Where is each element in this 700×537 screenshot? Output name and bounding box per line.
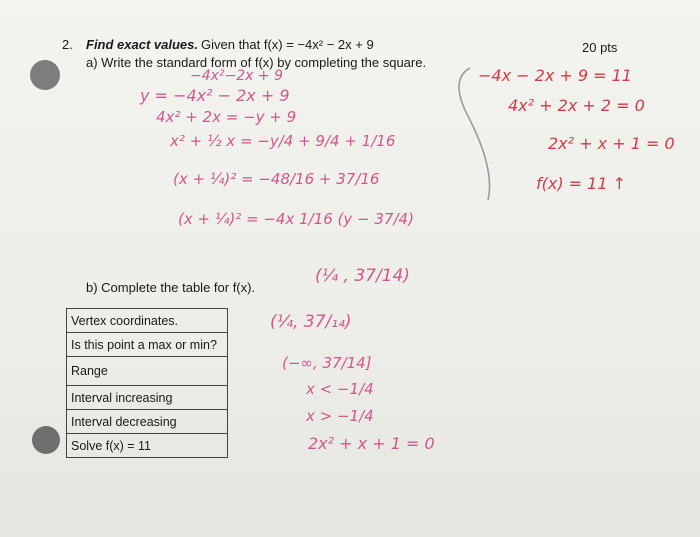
table-label: Solve f(x) = 11: [67, 434, 228, 458]
work-line-5: (x + ¼)² = −48/16 + 37/16: [173, 170, 380, 188]
table-row: [67, 333, 228, 357]
table-label: Vertex coordinates.: [67, 309, 228, 333]
work-line-6: (x + ¼)² = −4x 1/16 (y − 37/4): [178, 210, 414, 228]
table-label: Interval increasing: [67, 386, 228, 410]
hole-punch-top: [30, 60, 60, 90]
table-label: Interval decreasing: [67, 410, 228, 434]
part-b-instruction: b) Complete the table for f(x).: [86, 280, 256, 295]
answer-table: [66, 308, 228, 458]
table-row: [67, 357, 228, 386]
table-label: Range: [67, 357, 228, 386]
part-a-instruction: a) Write the standard form of f(x) by completing the square.: [86, 55, 427, 70]
work-line-1: −4x²−2x + 9: [190, 68, 283, 84]
table-row: [67, 309, 228, 333]
question-number: 2.: [62, 37, 73, 52]
table-row: [67, 410, 228, 434]
question-prompt-bold: Find exact values.: [86, 37, 198, 52]
answer-solve: 2x² + x + 1 = 0: [308, 434, 435, 453]
bracket-scribble: [440, 60, 500, 210]
work-line-7: (¼ , 37/14): [315, 266, 410, 286]
red-work-line-3: 2x² + x + 1 = 0: [548, 134, 675, 153]
red-work-line-1: −4x − 2x + 9 = 11: [478, 66, 632, 85]
table-label: Is this point a max or min?: [67, 333, 228, 357]
answer-vertex: (¼, 37/₁₄): [270, 312, 352, 332]
table-row: [67, 386, 228, 410]
points-label: 20 pts: [582, 40, 618, 55]
table-row: [67, 434, 228, 458]
work-line-3: 4x² + 2x = −y + 9: [156, 108, 297, 126]
question-prompt: Given that f(x) = −4x² − 2x + 9: [201, 37, 374, 52]
red-work-line-2: 4x² + 2x + 2 = 0: [508, 96, 645, 115]
work-line-4: x² + ½ x = −y/4 + 9/4 + 1/16: [170, 132, 396, 150]
work-line-2: y = −4x² − 2x + 9: [140, 86, 290, 105]
red-work-line-4: f(x) = 11 ↑: [536, 174, 627, 193]
answer-increasing: x < −1/4: [306, 380, 374, 398]
answer-decreasing: x > −1/4: [306, 407, 374, 425]
hole-punch-bottom: [32, 426, 60, 454]
answer-range: (−∞, 37/14]: [282, 354, 372, 372]
